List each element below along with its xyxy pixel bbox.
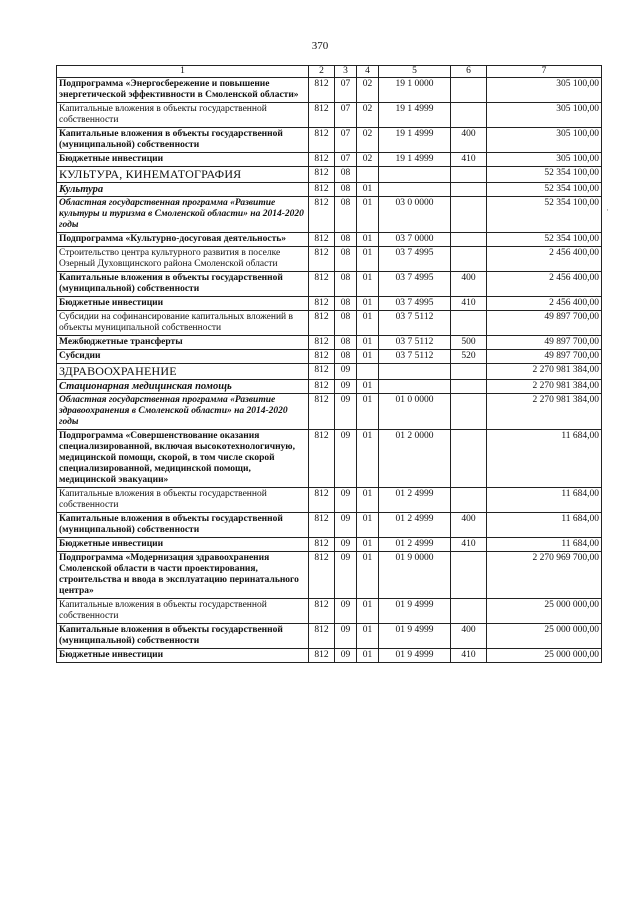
row-target-code [379, 380, 451, 394]
row-name: Бюджетные инвестиции [57, 297, 309, 311]
row-section-code: 09 [335, 394, 357, 430]
row-admin-code: 812 [309, 513, 335, 538]
header-cell: 2 [309, 66, 335, 78]
row-expense-type [451, 599, 487, 624]
row-subsection-code: 01 [357, 538, 379, 552]
row-subsection-code: 01 [357, 513, 379, 538]
row-subsection-code: 01 [357, 394, 379, 430]
row-admin-code: 812 [309, 153, 335, 167]
row-target-code: 03 7 4995 [379, 247, 451, 272]
row-amount: 2 456 400,00 [487, 272, 602, 297]
row-expense-type: 400 [451, 272, 487, 297]
row-subsection-code: 01 [357, 649, 379, 663]
row-name: Областная государственная программа «Развитие культуры и туризма в Смоленской области» на 2014-2020 годы [57, 197, 309, 233]
row-expense-type [451, 197, 487, 233]
row-name: Подпрограмма «Энергосбережение и повышение энергетической эффективности в Смоленской области» [57, 78, 309, 103]
row-section-code: 08 [335, 167, 357, 183]
row-subsection-code: 01 [357, 350, 379, 364]
header-cell: 6 [451, 66, 487, 78]
row-name: Областная государственная программа «Развитие здравоохранения в Смоленской области» на 2014-2020 годы [57, 394, 309, 430]
row-target-code: 03 7 4995 [379, 272, 451, 297]
row-section-code: 08 [335, 336, 357, 350]
row-amount: 305 100,00 [487, 78, 602, 103]
row-target-code: 03 7 5112 [379, 311, 451, 336]
table-row [57, 350, 602, 364]
row-admin-code: 812 [309, 488, 335, 513]
row-target-code: 03 7 4995 [379, 297, 451, 311]
row-subsection-code: 01 [357, 599, 379, 624]
row-amount: 2 456 400,00 [487, 247, 602, 272]
row-expense-type [451, 247, 487, 272]
row-section-code: 08 [335, 272, 357, 297]
row-expense-type: 410 [451, 297, 487, 311]
row-admin-code: 812 [309, 247, 335, 272]
row-subsection-code: 01 [357, 624, 379, 649]
row-subsection-code: 01 [357, 233, 379, 247]
row-name: Субсидии на софинансирование капитальных вложений в объекты муниципальной собственности [57, 311, 309, 336]
row-admin-code: 812 [309, 599, 335, 624]
row-amount: 52 354 100,00 [487, 167, 602, 183]
row-admin-code: 812 [309, 311, 335, 336]
row-amount: 25 000 000,00 [487, 599, 602, 624]
row-admin-code: 812 [309, 624, 335, 649]
row-target-code: 01 0 0000 [379, 394, 451, 430]
table-row [57, 128, 602, 153]
table-row [57, 364, 602, 380]
row-expense-type [451, 167, 487, 183]
row-admin-code: 812 [309, 272, 335, 297]
row-target-code: 03 0 0000 [379, 197, 451, 233]
row-admin-code: 812 [309, 197, 335, 233]
header-cell: 7 [487, 66, 602, 78]
row-subsection-code: 01 [357, 552, 379, 599]
row-amount: 2 270 981 384,00 [487, 394, 602, 430]
header-cell: 1 [57, 66, 309, 78]
row-subsection-code: 01 [357, 197, 379, 233]
row-section-code: 07 [335, 128, 357, 153]
row-admin-code: 812 [309, 394, 335, 430]
row-target-code: 01 2 4999 [379, 488, 451, 513]
row-section-code: 09 [335, 624, 357, 649]
table-row [57, 552, 602, 599]
row-name: Бюджетные инвестиции [57, 153, 309, 167]
header-row [57, 66, 602, 78]
row-admin-code: 812 [309, 380, 335, 394]
row-amount: 49 897 700,00 [487, 350, 602, 364]
row-subsection-code: 01 [357, 430, 379, 488]
row-section-code: 07 [335, 103, 357, 128]
row-amount: 49 897 700,00 [487, 311, 602, 336]
table-row [57, 311, 602, 336]
row-section-code: 09 [335, 552, 357, 599]
row-amount: 52 354 100,00 [487, 183, 602, 197]
row-amount: 2 270 981 384,00 [487, 364, 602, 380]
table-row [57, 153, 602, 167]
row-target-code: 19 1 4999 [379, 153, 451, 167]
row-amount: 11 684,00 [487, 430, 602, 488]
table-row [57, 167, 602, 183]
row-name: Подпрограмма «Модернизация здравоохранения Смоленской области в части проектирования, строительства и ввода в эксплуатацию перинатального центра» [57, 552, 309, 599]
table-row [57, 649, 602, 663]
row-subsection-code: 01 [357, 488, 379, 513]
row-name: Бюджетные инвестиции [57, 538, 309, 552]
row-section-code: 08 [335, 247, 357, 272]
row-subsection-code: 01 [357, 336, 379, 350]
row-target-code: 19 1 0000 [379, 78, 451, 103]
row-name: Строительство центра культурного развития в поселке Озерный Духовщинского района Смоленской области [57, 247, 309, 272]
row-target-code: 19 1 4999 [379, 128, 451, 153]
row-admin-code: 812 [309, 128, 335, 153]
row-name: Капитальные вложения в объекты государственной (муниципальной) собственности [57, 128, 309, 153]
row-admin-code: 812 [309, 350, 335, 364]
row-section-code: 09 [335, 380, 357, 394]
table-row [57, 233, 602, 247]
row-admin-code: 812 [309, 649, 335, 663]
row-amount: 25 000 000,00 [487, 649, 602, 663]
row-expense-type: 520 [451, 350, 487, 364]
row-name: Капитальные вложения в объекты государственной (муниципальной) собственности [57, 272, 309, 297]
row-target-code [379, 167, 451, 183]
row-name: Капитальные вложения в объекты государственной собственности [57, 599, 309, 624]
row-subsection-code: 01 [357, 272, 379, 297]
row-target-code: 01 2 4999 [379, 513, 451, 538]
row-admin-code: 812 [309, 297, 335, 311]
row-target-code: 01 9 4999 [379, 599, 451, 624]
row-admin-code: 812 [309, 103, 335, 128]
row-expense-type [451, 233, 487, 247]
row-subsection-code: 02 [357, 78, 379, 103]
row-section-code: 08 [335, 183, 357, 197]
row-admin-code: 812 [309, 364, 335, 380]
table-row [57, 247, 602, 272]
row-expense-type [451, 552, 487, 599]
table-row [57, 197, 602, 233]
row-expense-type [451, 394, 487, 430]
row-expense-type: 410 [451, 538, 487, 552]
row-name: Капитальные вложения в объекты государственной (муниципальной) собственности [57, 624, 309, 649]
row-amount: 2 270 969 700,00 [487, 552, 602, 599]
row-name: КУЛЬТУРА, КИНЕМАТОГРАФИЯ [57, 167, 309, 183]
row-subsection-code: 01 [357, 247, 379, 272]
row-name: ЗДРАВООХРАНЕНИЕ [57, 364, 309, 380]
row-subsection-code: 02 [357, 128, 379, 153]
table-row [57, 336, 602, 350]
row-target-code: 01 9 0000 [379, 552, 451, 599]
row-section-code: 09 [335, 649, 357, 663]
row-amount: 11 684,00 [487, 488, 602, 513]
row-name: Капитальные вложения в объекты государственной собственности [57, 488, 309, 513]
row-subsection-code: 01 [357, 311, 379, 336]
row-name: Межбюджетные трансферты [57, 336, 309, 350]
row-subsection-code: 01 [357, 297, 379, 311]
row-name: Подпрограмма «Культурно-досуговая деятельность» [57, 233, 309, 247]
table-row [57, 430, 602, 488]
row-section-code: 09 [335, 538, 357, 552]
row-expense-type: 400 [451, 513, 487, 538]
row-section-code: 09 [335, 430, 357, 488]
row-amount: 305 100,00 [487, 153, 602, 167]
budget-table [56, 65, 602, 663]
row-admin-code: 812 [309, 538, 335, 552]
page-number: 370 [311, 40, 329, 52]
row-section-code: 08 [335, 297, 357, 311]
row-expense-type: 410 [451, 649, 487, 663]
table-row [57, 78, 602, 103]
row-expense-type [451, 183, 487, 197]
header-cell: 5 [379, 66, 451, 78]
row-amount: 2 456 400,00 [487, 297, 602, 311]
table-row [57, 624, 602, 649]
row-target-code [379, 364, 451, 380]
row-name: Бюджетные инвестиции [57, 649, 309, 663]
row-expense-type [451, 311, 487, 336]
row-amount: 11 684,00 [487, 538, 602, 552]
row-section-code: 09 [335, 364, 357, 380]
row-expense-type: 410 [451, 153, 487, 167]
row-admin-code: 812 [309, 336, 335, 350]
row-amount: 305 100,00 [487, 103, 602, 128]
row-subsection-code: 01 [357, 380, 379, 394]
row-amount: 25 000 000,00 [487, 624, 602, 649]
row-name: Культура [57, 183, 309, 197]
row-target-code: 19 1 4999 [379, 103, 451, 128]
row-admin-code: 812 [309, 183, 335, 197]
table-row [57, 183, 602, 197]
row-amount: 49 897 700,00 [487, 336, 602, 350]
row-target-code [379, 183, 451, 197]
row-target-code: 01 9 4999 [379, 624, 451, 649]
row-admin-code: 812 [309, 552, 335, 599]
row-admin-code: 812 [309, 78, 335, 103]
row-amount: 52 354 100,00 [487, 197, 602, 233]
row-target-code: 01 9 4999 [379, 649, 451, 663]
row-amount: 305 100,00 [487, 128, 602, 153]
table-row [57, 394, 602, 430]
row-target-code: 01 2 4999 [379, 538, 451, 552]
row-name: Стационарная медицинская помощь [57, 380, 309, 394]
row-section-code: 09 [335, 488, 357, 513]
row-expense-type: 500 [451, 336, 487, 350]
row-section-code: 08 [335, 311, 357, 336]
row-name: Капитальные вложения в объекты государственной (муниципальной) собственности [57, 513, 309, 538]
row-subsection-code: 02 [357, 153, 379, 167]
scan-mark: · [606, 205, 609, 215]
row-expense-type [451, 380, 487, 394]
row-admin-code: 812 [309, 430, 335, 488]
row-section-code: 08 [335, 233, 357, 247]
row-subsection-code [357, 167, 379, 183]
row-subsection-code: 01 [357, 183, 379, 197]
row-name: Субсидии [57, 350, 309, 364]
row-amount: 2 270 981 384,00 [487, 380, 602, 394]
row-subsection-code: 02 [357, 103, 379, 128]
row-admin-code: 812 [309, 233, 335, 247]
row-subsection-code [357, 364, 379, 380]
row-expense-type [451, 488, 487, 513]
row-section-code: 07 [335, 78, 357, 103]
row-target-code: 03 7 5112 [379, 336, 451, 350]
table-row [57, 513, 602, 538]
row-expense-type [451, 364, 487, 380]
row-target-code: 03 7 5112 [379, 350, 451, 364]
table-row [57, 599, 602, 624]
table-row [57, 272, 602, 297]
row-target-code: 03 7 0000 [379, 233, 451, 247]
row-amount: 11 684,00 [487, 513, 602, 538]
row-expense-type: 400 [451, 128, 487, 153]
row-section-code: 09 [335, 599, 357, 624]
row-expense-type: 400 [451, 624, 487, 649]
table-row [57, 297, 602, 311]
header-cell: 4 [357, 66, 379, 78]
table-row [57, 538, 602, 552]
row-amount: 52 354 100,00 [487, 233, 602, 247]
row-admin-code: 812 [309, 167, 335, 183]
table-row [57, 103, 602, 128]
table-row [57, 380, 602, 394]
row-expense-type [451, 78, 487, 103]
table-body [57, 78, 602, 663]
row-section-code: 09 [335, 513, 357, 538]
row-expense-type [451, 103, 487, 128]
header-cell: 3 [335, 66, 357, 78]
row-section-code: 08 [335, 197, 357, 233]
row-section-code: 07 [335, 153, 357, 167]
row-expense-type [451, 430, 487, 488]
row-target-code: 01 2 0000 [379, 430, 451, 488]
row-name: Подпрограмма «Совершенствование оказания специализированной, включая высокотехнологичную, медицинской помощи, скорой, в том числе скорой специализированной, медицинской помощи, медицинской эвакуации» [57, 430, 309, 488]
row-section-code: 08 [335, 350, 357, 364]
row-name: Капитальные вложения в объекты государственной собственности [57, 103, 309, 128]
table-row [57, 488, 602, 513]
